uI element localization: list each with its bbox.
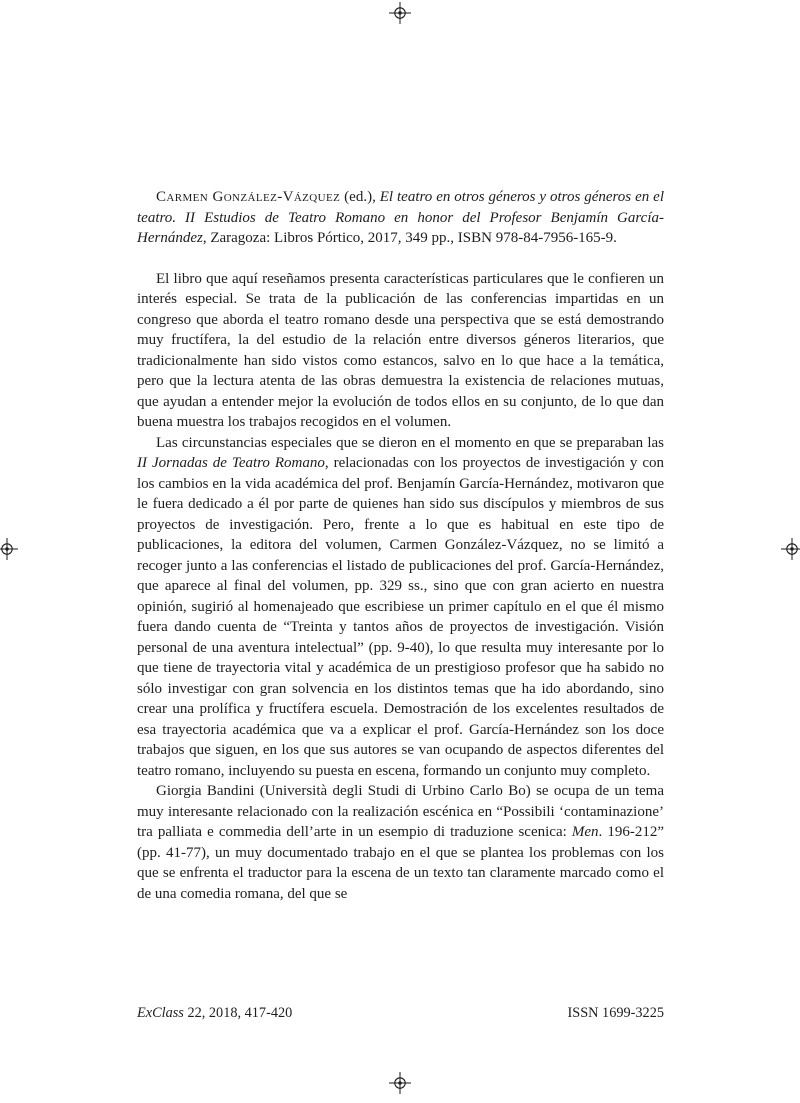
text-run: (ed.), xyxy=(340,189,380,205)
paragraph xyxy=(137,781,664,904)
text-run: , Zaragoza: Libros Pórtico, 2017, 349 pp., ISBN 978-84-7956-165-9. xyxy=(202,230,617,246)
review-body xyxy=(137,269,664,905)
text-run: Las circunstancias especiales que se dieron en el momento en que se preparaban las xyxy=(156,434,664,451)
text-run-italic: Men xyxy=(571,824,599,840)
registration-mark-right-icon xyxy=(781,538,800,560)
registration-mark-left-icon xyxy=(0,538,18,560)
text-run-italic: ExClass xyxy=(137,1005,184,1021)
issn-label: ISSN 1699-3225 xyxy=(567,1005,664,1021)
text-run: . 196-212” (pp. 41-77), un muy documentado trabajo en el que se plantea los problemas con los que se enfrenta el traductor para la escena de un texto tan claramente marcado como el de una comedia romana, del que se xyxy=(137,824,664,902)
journal-reference xyxy=(137,1004,292,1023)
text-run: El libro que aquí reseñamos presenta características particulares que le confieren un interés especial. Se trata de la publicación de las conferencias impartidas en un congreso que aborda el teatro romano desde una perspectiva que se está demostrando muy fructífera, la del estudio de la relación entre diversos géneros literarios, que tradicionalmente han sido vistos como estancos, salvo en lo que hace a la temática, pero que la lectura atenta de las obras demuestra la existencia de relaciones mutuas, que ayudan a entender mejor la evolución de todos ellos en su conjunto, de lo que dan buena muestra los trabajos recogidos en el volumen. xyxy=(137,270,664,430)
registration-mark-top-icon xyxy=(389,2,411,24)
registration-mark-bottom-icon xyxy=(389,1072,411,1094)
book-citation xyxy=(137,187,664,249)
text-run-smallcaps: Carmen González-Vázquez xyxy=(156,189,341,205)
text-run: , relacionadas con los proyectos de investigación y con los cambios en la vida académica del prof. Benjamín García-Hernández, motivaron que le fuera dedicado a él por parte de quienes han sido sus discípulos y miembros de sus proyectos de investigación. Pero, frente a lo que es habitual en este tipo de publicaciones, la editora del volumen, Carmen González-Vázquez, no se limitó a recoger junto a las conferencias el listado de publicaciones del prof. García-Hernández, que aparece al final del volumen, pp. 329 ss., sino que con gran acierto en nuestra opinión, sugirió al homenajeado que escribiese un primer capítulo en el que él mismo fuera dando cuenta de “Treinta y tantos años de proyectos de investigación. Visión personal de una aventura intelectual” (pp. 9-40), lo que resulta muy interesante por lo que tiene de trayectoria vital y académica de un prestigioso profesor que ha sabido no sólo investigar con gran solvencia en los distintos temas que ha ido abordando, sino crear una prolífica y fructífera escuela. Demostración de los excelentes resultados de esa trayectoria académica que va a explicar el prof. García-Hernández son los doce trabajos que siguen, en los que sus autores se van ocupando de aspectos diferentes del teatro romano, incluyendo su puesta en escena, formando un conjunto muy completo. xyxy=(137,455,665,779)
text-run-italic: El teatro en otros géneros y otros géneros en el teatro. II Estudios de Teatro Romano en honor del Profesor Benjamín García-Hernández xyxy=(137,189,664,246)
paragraph xyxy=(137,433,664,782)
text-run: Giorgia Bandini (Università degli Studi di Urbino Carlo Bo) se ocupa de un tema muy interesante relacionado con la realización escénica en “Possibili ‘contaminazione’ tra palliata e commedia dell’arte in un esempio di traduzione scenica: xyxy=(137,783,664,840)
text-run: 22, 2018, 417-420 xyxy=(183,1005,293,1021)
paragraph xyxy=(137,269,664,433)
page-content xyxy=(137,187,664,904)
text-run-italic: II Jornadas de Teatro Romano xyxy=(137,455,325,471)
page-footer xyxy=(137,1004,664,1023)
